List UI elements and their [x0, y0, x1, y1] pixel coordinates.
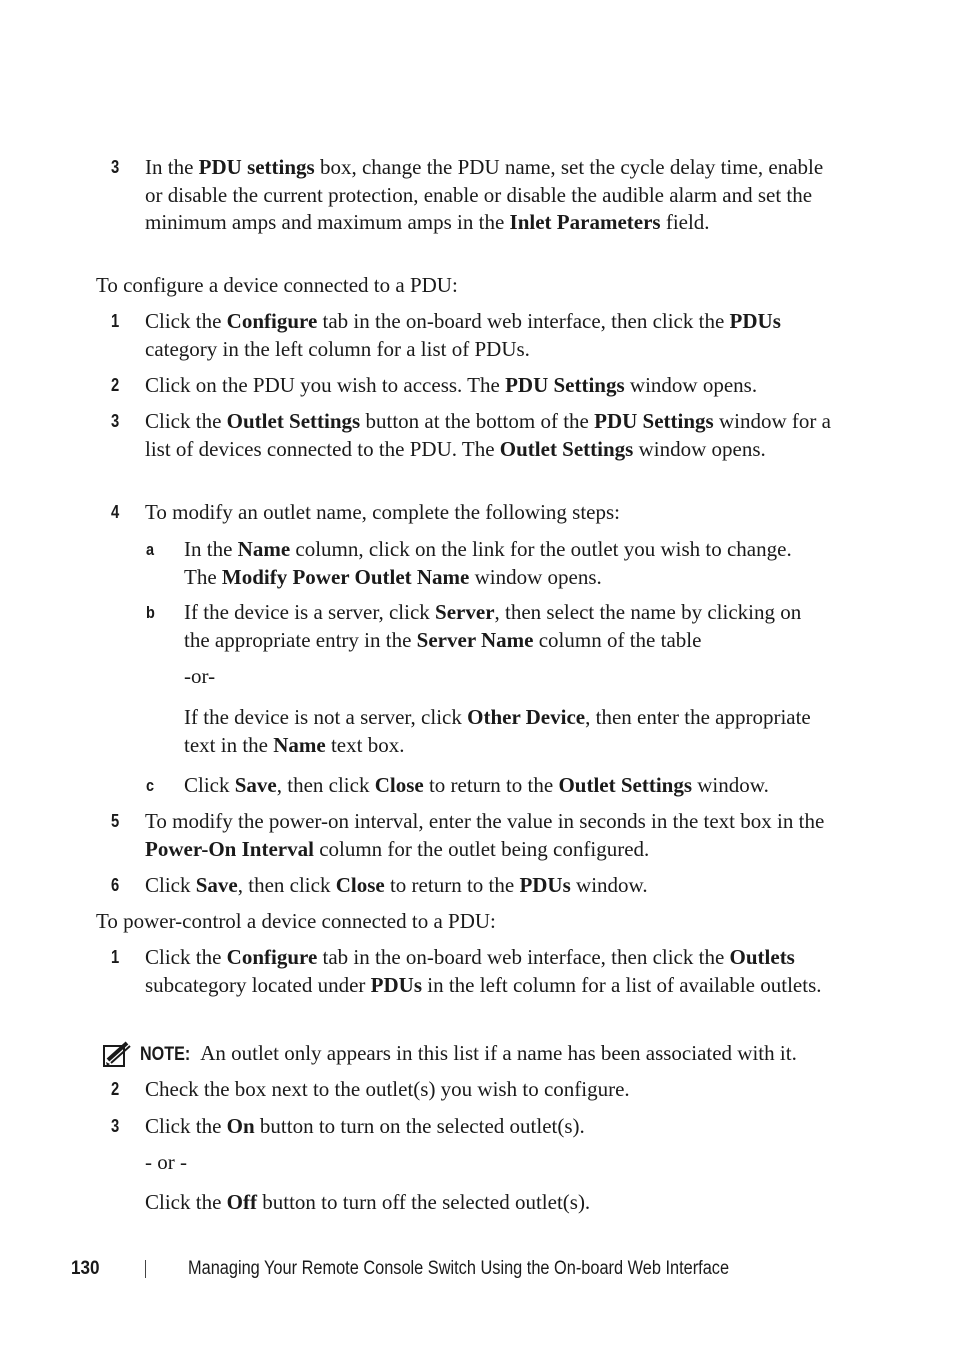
ui-term: Name	[237, 537, 291, 561]
ui-term: Other Device	[467, 705, 586, 729]
step-text: Click the Outlet Settings button at the bottom of the PDU Settings window for a list of devices connected to the PDU. The Outlet Settings window opens.	[145, 409, 831, 461]
intro-paragraph: To power-control a device connected to a PDU:	[96, 909, 496, 933]
ui-term: Outlet Settings	[226, 409, 361, 433]
footer-separator	[145, 1260, 146, 1278]
step-text: Click on the PDU you wish to access. The PDU Settings window opens.	[145, 373, 758, 397]
substep-text: If the device is a server, click Server, then select the name by clicking on the appropriate entry in the Server Name column of the table	[184, 600, 802, 652]
or-separator: -or-	[184, 664, 216, 688]
ui-term: PDUs	[729, 309, 781, 333]
step-text: Click the Off button to turn off the selected outlet(s).	[145, 1190, 591, 1214]
ui-term: PDU Settings	[505, 373, 625, 397]
ui-term: PDUs	[519, 873, 571, 897]
substep-text: In the Name column, click on the link for the outlet you wish to change. The Modify Power Outlet Name window opens.	[184, 537, 792, 589]
substep-letter: a	[146, 540, 155, 559]
substep-letter: b	[146, 603, 155, 622]
ui-term: On	[226, 1114, 255, 1138]
ui-term: Inlet Parameters	[509, 210, 661, 234]
page-number: 130	[71, 1258, 100, 1279]
step-text: In the PDU settings box, change the PDU name, set the cycle delay time, enable or disable the current protection, enable or disable the audible alarm and set the minimum amps and maximum amps in the Inlet Parameters field.	[145, 155, 824, 234]
ui-term: PDUs	[370, 972, 423, 997]
ui-term: Save	[234, 773, 277, 797]
ui-term: PDU Settings	[594, 409, 714, 433]
substep-text: If the device is not a server, click Other Device, then enter the appropriate text in the Name text box.	[184, 705, 811, 757]
footer-title: Managing Your Remote Console Switch Using the On-board Web Interface	[188, 1258, 730, 1279]
ui-term: PDU settings	[198, 155, 315, 179]
step-text: Click Save, then click Close to return to the PDUs window.	[145, 873, 648, 897]
ui-term: Save	[195, 873, 238, 897]
step-text: Click the Configure tab in the on-board web interface, then click the Outlets subcategory located under PDUs in the left column for a list of available outlets.	[145, 945, 822, 997]
substep-text: Click Save, then click Close to return to the Outlet Settings window.	[184, 773, 769, 797]
step-number: 2	[111, 375, 120, 395]
step-number: 5	[111, 811, 120, 831]
note-label: NOTE:	[140, 1044, 191, 1065]
ui-term: Close	[335, 873, 385, 897]
pencil-note-icon	[102, 1040, 132, 1070]
ui-term: Configure	[226, 945, 318, 969]
ui-term: Server	[435, 600, 495, 624]
ui-term: Power-On Interval	[145, 836, 314, 861]
step-text: Click the Configure tab in the on-board web interface, then click the PDUs category in the left column for a list of PDUs.	[145, 309, 781, 361]
step-number: 1	[111, 947, 120, 967]
ui-term: Outlets	[729, 945, 795, 969]
step-number: 3	[111, 411, 120, 431]
ui-term: Server Name	[416, 627, 534, 652]
step-number: 3	[111, 1116, 120, 1136]
substep-letter: c	[146, 776, 155, 795]
step-number: 2	[111, 1079, 120, 1099]
ui-term: Name	[273, 732, 326, 757]
ui-term: Modify Power Outlet Name	[221, 564, 470, 589]
step-text: To modify an outlet name, complete the following steps:	[145, 500, 621, 524]
intro-paragraph: To configure a device connected to a PDU:	[96, 273, 458, 297]
or-separator: - or -	[145, 1150, 187, 1174]
step-text: Click the On button to turn on the selected outlet(s).	[145, 1114, 585, 1138]
ui-term: Configure	[226, 309, 318, 333]
note-text: NOTE: An outlet only appears in this list if a name has been associated with it.	[140, 1040, 860, 1069]
step-number: 6	[111, 875, 120, 895]
ui-term: Close	[374, 773, 424, 797]
step-number: 1	[111, 311, 120, 331]
ui-term: Outlet Settings	[558, 773, 693, 797]
step-text: To modify the power-on interval, enter the value in seconds in the text box in the Power-On Interval column for the outlet being configured.	[145, 809, 825, 861]
step-number: 3	[111, 157, 120, 177]
ui-term: Off	[226, 1190, 257, 1214]
step-text: Check the box next to the outlet(s) you wish to configure.	[145, 1077, 630, 1101]
ui-term: Outlet Settings	[499, 436, 634, 461]
step-number: 4	[111, 502, 120, 522]
